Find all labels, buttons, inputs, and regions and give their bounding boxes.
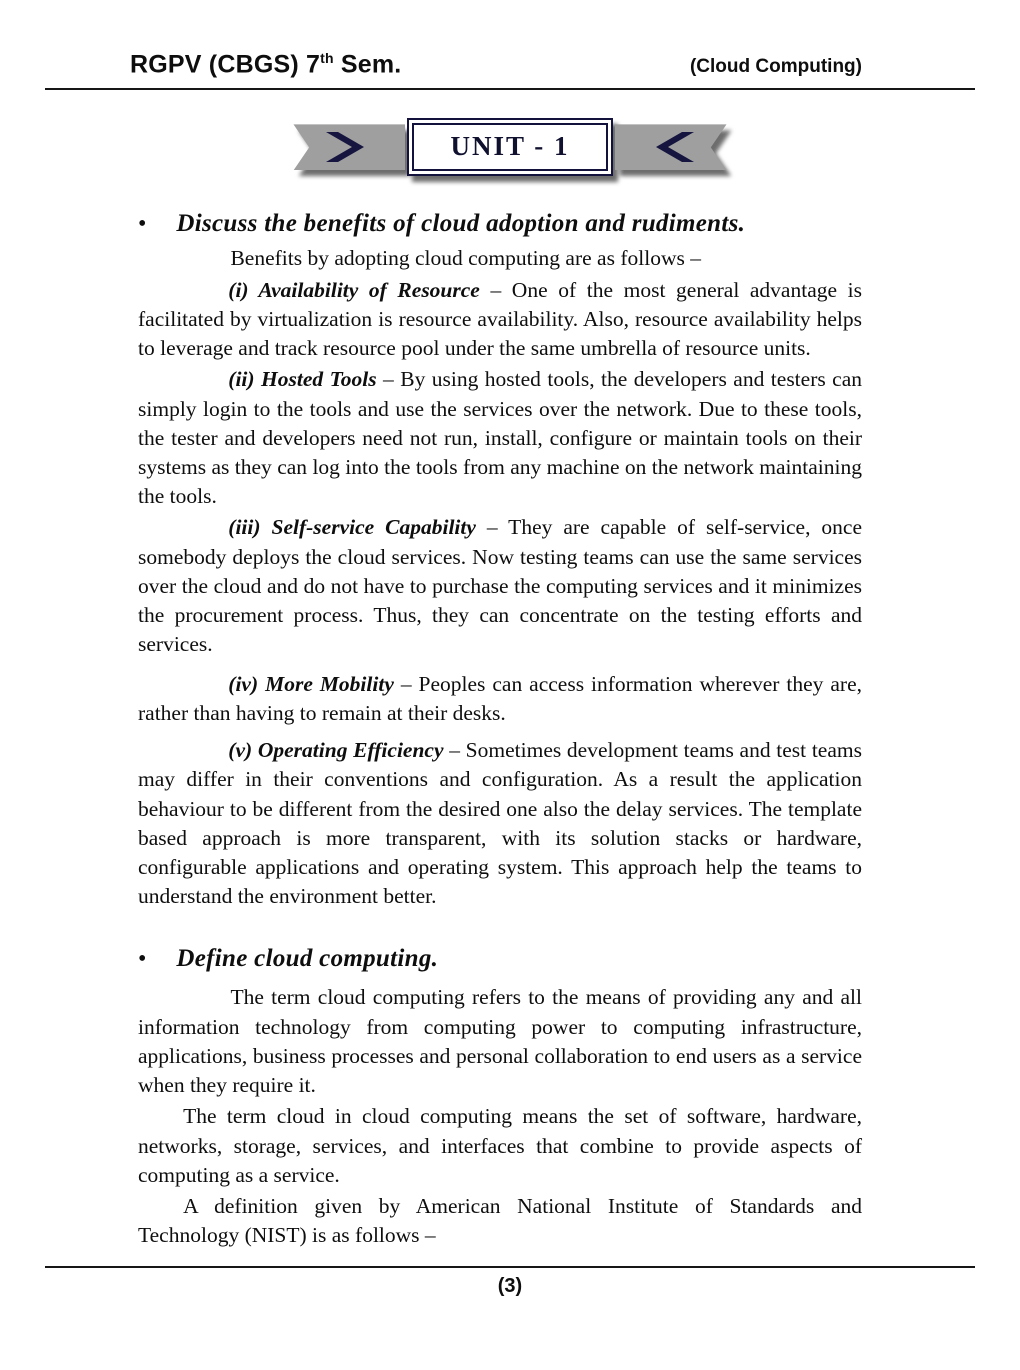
page-header	[130, 50, 862, 79]
header-divider	[45, 88, 975, 90]
definition-paragraph: A definition given by American National Institute of Standards and Technology (NIST) is as follows –	[138, 1194, 862, 1248]
benefit-label: (ii) Hosted Tools	[228, 367, 377, 392]
benefit-text: – One of the most general advantage is facilitated by virtualization is resource availability. Also, resource availability helps to leverage and track resource pool under the same umbrella of resource units.	[138, 277, 862, 361]
benefit-label: (iii) Self-service Capability	[228, 515, 476, 540]
chevron-left-icon	[643, 130, 699, 164]
benefit-item-hosted-tools	[138, 365, 862, 511]
question-1-heading	[138, 210, 862, 238]
page-number: (3)	[497, 1275, 523, 1297]
ribbon-left	[293, 124, 405, 170]
footer-divider	[45, 1266, 975, 1268]
question-1-title: Discuss the benefits of cloud adoption and rudiments.	[176, 210, 746, 238]
course-title-tail: Sem.	[333, 50, 402, 79]
bullet-marker: •	[138, 946, 147, 973]
benefit-item-mobility	[138, 670, 862, 728]
question-2-heading	[138, 945, 862, 973]
question-1-body	[138, 244, 862, 911]
benefit-label: (iv) More Mobility	[228, 671, 394, 696]
benefit-item-availability	[138, 276, 862, 364]
course-title-main: RGPV (CBGS) 7	[130, 50, 321, 79]
unit-banner	[0, 118, 1020, 176]
benefit-label: (i) Availability of Resource	[228, 277, 480, 302]
chevron-right-icon	[321, 130, 377, 164]
intro-line: Benefits by adopting cloud computing are as follows –	[230, 246, 701, 271]
unit-title: UNIT - 1	[412, 123, 607, 171]
benefit-item-operating-efficiency	[138, 736, 862, 911]
benefit-label: (v) Operating Efficiency	[228, 738, 444, 763]
definition-paragraph: The term cloud computing refers to the means of providing any and all information technology from computing power to computing infrastructure, applications, business processes and personal collaboration to end users as a service when they require it.	[138, 985, 862, 1098]
subject-title: (Cloud Computing)	[689, 56, 862, 78]
page-footer	[45, 1266, 975, 1298]
course-title-ordinal: th	[320, 50, 334, 66]
ribbon-right	[615, 124, 727, 170]
course-title	[130, 50, 401, 79]
question-2-body	[138, 983, 862, 1250]
benefit-text: – By using hosted tools, the developers and testers can simply login to the tools and use the services over the network. Due to these tools, the tester and developers need not run, install, configure or maintain tools on their systems as they can log into the tools from any machine on the network maintaining the tools.	[138, 367, 863, 509]
question-2-title: Define cloud computing.	[176, 945, 439, 973]
benefit-item-self-service	[138, 513, 862, 659]
bullet-marker: •	[138, 211, 147, 238]
unit-title-box	[407, 118, 612, 176]
benefit-text: – They are capable of self-service, once somebody deploys the cloud services. Now testing teams can use the same services over the cloud and do not have to purchase the computing services and it minimizes the procurement process. Thus, they can concentrate on the testing efforts and services.	[138, 515, 862, 657]
benefit-text: – Peoples can access information wherever they are, rather than having to remain at their desks.	[138, 671, 862, 725]
definition-paragraph: The term cloud in cloud computing means the set of software, hardware, networks, storage, services, and interfaces that combine to provide aspects of computing as a service.	[138, 1104, 862, 1187]
benefit-text: – Sometimes development teams and test teams may differ in their conventions and configuration. As a result the application behaviour to be different from the desired one also the delay services. The template based approach is more transparent, with its solution stacks or hardware, configurable applications and operating system. This approach help the teams to understand the environment better.	[138, 738, 862, 909]
